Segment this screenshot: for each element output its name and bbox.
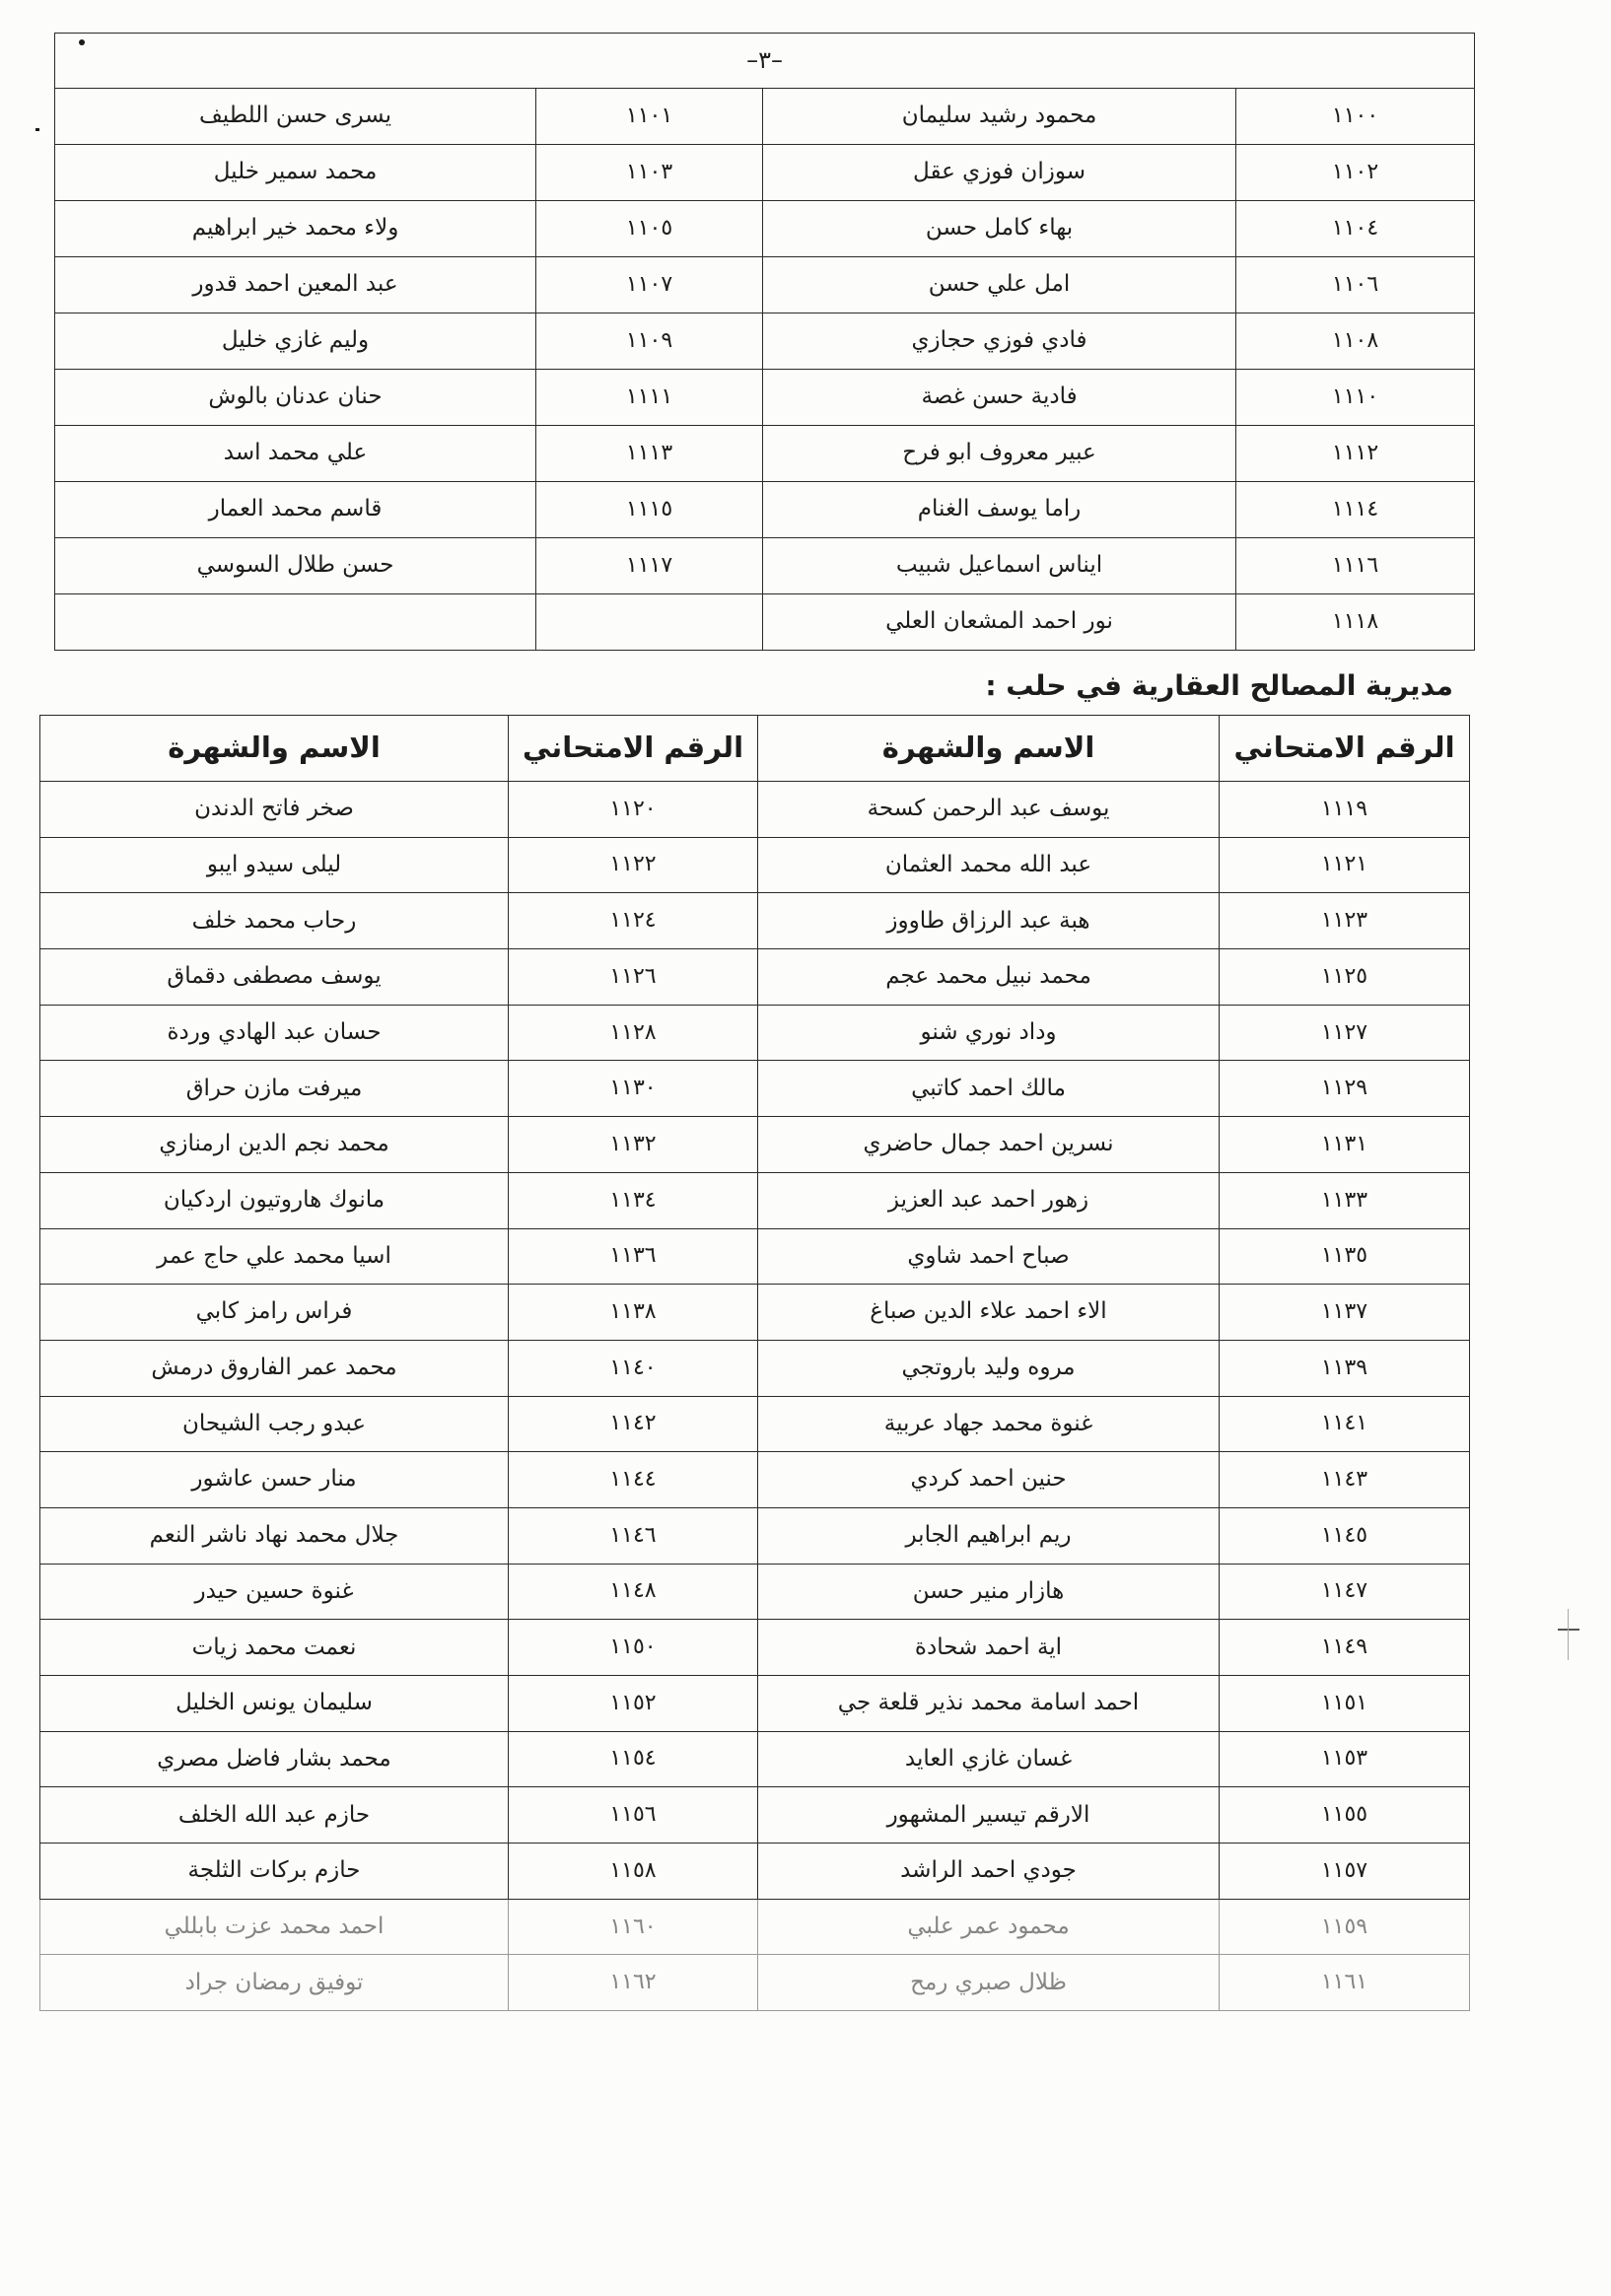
exam-number-cell: ١١١٦ [1236, 538, 1475, 594]
candidate-name-cell: احمد محمد عزت بابللي [40, 1899, 509, 1955]
candidate-name-cell: حازم بركات الثلجة [40, 1844, 509, 1900]
candidate-name-cell: هبة عبد الرزاق طاووز [758, 893, 1220, 949]
table-row [55, 594, 1475, 651]
exam-number-cell: ١١٣٦ [509, 1228, 758, 1285]
table-row [40, 949, 1470, 1006]
column-header-exam-number: الرقم الامتحاني [1220, 716, 1470, 782]
table-row [40, 1172, 1470, 1228]
column-header-name: الاسم والشهرة [40, 716, 509, 782]
candidate-name-cell: سليمان يونس الخليل [40, 1676, 509, 1732]
candidate-name-cell: ميرفت مازن حراق [40, 1061, 509, 1117]
exam-number-cell: ١١٠٥ [536, 201, 763, 257]
exam-number-cell: ١١٤٧ [1220, 1564, 1470, 1620]
table-row [40, 893, 1470, 949]
exam-number-cell: ١١٠٤ [1236, 201, 1475, 257]
exam-number-cell: ١١٠٩ [536, 313, 763, 370]
table-row [55, 313, 1475, 370]
exam-number-cell: ١١٢٠ [509, 782, 758, 838]
exam-number-cell: ١١٢٩ [1220, 1061, 1470, 1117]
table-row [40, 1844, 1470, 1900]
exam-number-cell: ١١٢٤ [509, 893, 758, 949]
candidate-name-cell: ظلال صبري رمح [758, 1955, 1220, 2011]
exam-number-cell: ١١٤٣ [1220, 1452, 1470, 1508]
exam-number-cell: ١١٢٦ [509, 949, 758, 1006]
exam-number-cell: ١١٣٧ [1220, 1285, 1470, 1341]
scan-dot [35, 128, 39, 131]
candidate-name-cell: اية احمد شحادة [758, 1620, 1220, 1676]
exam-number-cell: ١١٠٨ [1236, 313, 1475, 370]
exam-number-cell: ١١٥٤ [509, 1731, 758, 1787]
exam-number-cell: ١١٤٠ [509, 1340, 758, 1396]
exam-number-cell: ١١١٨ [1236, 594, 1475, 651]
candidate-name-cell: اسيا محمد علي حاج عمر [40, 1228, 509, 1285]
exam-number-cell: ١١٣١ [1220, 1117, 1470, 1173]
candidate-name-cell: غسان غازي العايد [758, 1731, 1220, 1787]
exam-number-cell: ١١٣٨ [509, 1285, 758, 1341]
candidate-name-cell: يسرى حسن اللطيف [55, 89, 536, 145]
exam-number-cell: ١١٥٠ [509, 1620, 758, 1676]
candidate-name-cell: هازار منير حسن [758, 1564, 1220, 1620]
exam-number-cell: ١١٢٥ [1220, 949, 1470, 1006]
table-row [55, 370, 1475, 426]
candidate-name-cell: يوسف عبد الرحمن كسحة [758, 782, 1220, 838]
exam-number-cell: ١١٠٣ [536, 145, 763, 201]
exam-number-cell: ١١١٠ [1236, 370, 1475, 426]
exam-number-cell: ١١٤٦ [509, 1507, 758, 1564]
table-row [40, 782, 1470, 838]
candidate-name-cell: حازم عبد الله الخلف [40, 1787, 509, 1844]
candidate-name-cell: ولاء محمد خير ابراهيم [55, 201, 536, 257]
table-row [40, 1396, 1470, 1452]
table-row [55, 426, 1475, 482]
candidate-name-cell: محمود عمر علبي [758, 1899, 1220, 1955]
table-row [40, 1620, 1470, 1676]
table-row [40, 1787, 1470, 1844]
candidate-name-cell: الاء احمد علاء الدين صباغ [758, 1285, 1220, 1341]
candidate-name-cell: محمد سمير خليل [55, 145, 536, 201]
candidate-name-cell: محمد نبيل محمد عجم [758, 949, 1220, 1006]
candidate-name-cell [55, 594, 536, 651]
candidate-name-cell: قاسم محمد العمار [55, 482, 536, 538]
exam-number-cell: ١١١٩ [1220, 782, 1470, 838]
exam-number-cell: ١١٣٥ [1220, 1228, 1470, 1285]
candidate-name-cell: راما يوسف الغنام [763, 482, 1236, 538]
exam-number-cell: ١١٢١ [1220, 837, 1470, 893]
exam-number-cell: ١١٥٨ [509, 1844, 758, 1900]
candidate-name-cell: جودي احمد الراشد [758, 1844, 1220, 1900]
exam-number-cell: ١١٥٧ [1220, 1844, 1470, 1900]
candidate-name-cell: حنين احمد كردي [758, 1452, 1220, 1508]
exam-number-cell: ١١٥٢ [509, 1676, 758, 1732]
exam-number-cell: ١١١٤ [1236, 482, 1475, 538]
exam-number-cell: ١١٣٩ [1220, 1340, 1470, 1396]
exam-number-cell: ١١٦٢ [509, 1955, 758, 2011]
exam-number-cell: ١١٠٢ [1236, 145, 1475, 201]
candidate-name-cell: ليلى سيدو ايبو [40, 837, 509, 893]
table-row [55, 89, 1475, 145]
section-heading: مديرية المصالح العقارية في حلب : [985, 669, 1453, 702]
candidate-name-cell: نعمت محمد زيات [40, 1620, 509, 1676]
candidate-name-cell: نور احمد المشعان العلي [763, 594, 1236, 651]
exam-number-cell: ١١٤٥ [1220, 1507, 1470, 1564]
table-row [55, 482, 1475, 538]
candidate-name-cell: احمد اسامة محمد نذير قلعة جي [758, 1676, 1220, 1732]
candidate-name-cell: حنان عدنان بالوش [55, 370, 536, 426]
candidate-name-cell: غنوة محمد جهاد عربية [758, 1396, 1220, 1452]
candidate-name-cell: غنوة حسين حيدر [40, 1564, 509, 1620]
candidate-name-cell: سوزان فوزي عقل [763, 145, 1236, 201]
candidate-name-cell: محمد بشار فاضل مصري [40, 1731, 509, 1787]
table-row [40, 1676, 1470, 1732]
table-row [55, 257, 1475, 313]
exam-number-cell: ١١٢٣ [1220, 893, 1470, 949]
exam-number-cell: ١١٠٧ [536, 257, 763, 313]
exam-number-cell: ١١٣٤ [509, 1172, 758, 1228]
candidate-name-cell: عبد الله محمد العثمان [758, 837, 1220, 893]
exam-number-cell: ١١٢٧ [1220, 1005, 1470, 1061]
candidate-name-cell: مانوك هاروتيون اردكيان [40, 1172, 509, 1228]
table-row [40, 1285, 1470, 1341]
scan-edge-mark [1558, 1629, 1579, 1631]
table-row [40, 1061, 1470, 1117]
table-row [40, 1955, 1470, 2011]
table-body [55, 89, 1475, 651]
table-row [40, 1340, 1470, 1396]
candidate-name-cell: مالك احمد كاتبي [758, 1061, 1220, 1117]
table-row [40, 837, 1470, 893]
exam-number-cell: ١١٤١ [1220, 1396, 1470, 1452]
candidate-name-cell: صخر فاتح الدندن [40, 782, 509, 838]
exam-number-cell: ١١٢٢ [509, 837, 758, 893]
table-row [55, 538, 1475, 594]
exam-number-cell: ١١٠٦ [1236, 257, 1475, 313]
table-header-row [40, 716, 1470, 782]
exam-number-cell: ١١٠٠ [1236, 89, 1475, 145]
candidate-name-cell: جلال محمد نهاد ناشر النعم [40, 1507, 509, 1564]
exam-number-cell: ١١٤٤ [509, 1452, 758, 1508]
exam-number-cell: ١١٥٩ [1220, 1899, 1470, 1955]
candidate-name-cell: عبير معروف ابو فرح [763, 426, 1236, 482]
table-row [40, 1228, 1470, 1285]
page-number-row [55, 34, 1475, 89]
exam-number-cell: ١١٦٠ [509, 1899, 758, 1955]
candidate-name-cell: فادية حسن غصة [763, 370, 1236, 426]
candidate-name-cell: محمد نجم الدين ارمنازي [40, 1117, 509, 1173]
aleppo-real-estate-candidates-table [39, 715, 1470, 2011]
scan-edge-mark [1568, 1609, 1569, 1660]
exam-number-cell: ١١٠١ [536, 89, 763, 145]
table-row [40, 1507, 1470, 1564]
exam-number-cell: ١١١١ [536, 370, 763, 426]
candidate-name-cell: فادي فوزي حجازي [763, 313, 1236, 370]
candidate-name-cell: الارقم تيسير المشهور [758, 1787, 1220, 1844]
candidate-name-cell: عبدو رجب الشيحان [40, 1396, 509, 1452]
candidate-name-cell: رحاب محمد خلف [40, 893, 509, 949]
candidate-name-cell: يوسف مصطفى دقماق [40, 949, 509, 1006]
candidate-name-cell: توفيق رمضان جراد [40, 1955, 509, 2011]
exam-number-cell [536, 594, 763, 651]
exam-number-cell: ١١١٣ [536, 426, 763, 482]
exam-number-cell: ١١٥٥ [1220, 1787, 1470, 1844]
exam-number-cell: ١١٥١ [1220, 1676, 1470, 1732]
candidate-name-cell: محمد عمر الفاروق درمش [40, 1340, 509, 1396]
exam-number-cell: ١١٥٦ [509, 1787, 758, 1844]
exam-number-cell: ١١٤٨ [509, 1564, 758, 1620]
candidate-name-cell: وداد نوري شنو [758, 1005, 1220, 1061]
candidate-name-cell: حسان عبد الهادي وردة [40, 1005, 509, 1061]
candidate-name-cell: فراس رامز كابي [40, 1285, 509, 1341]
table-row [40, 1452, 1470, 1508]
exam-number-cell: ١١١٧ [536, 538, 763, 594]
candidate-name-cell: منار حسن عاشور [40, 1452, 509, 1508]
candidate-name-cell: عبد المعين احمد قدور [55, 257, 536, 313]
candidate-name-cell: ريم ابراهيم الجابر [758, 1507, 1220, 1564]
candidate-name-cell: نسرين احمد جمال حاضري [758, 1117, 1220, 1173]
candidate-name-cell: زهور احمد عبد العزيز [758, 1172, 1220, 1228]
exam-number-cell: ١١٣٠ [509, 1061, 758, 1117]
exam-number-cell: ١١٤٢ [509, 1396, 758, 1452]
candidate-name-cell: صباح احمد شاوي [758, 1228, 1220, 1285]
candidate-name-cell: وليم غازي خليل [55, 313, 536, 370]
table-row [40, 1005, 1470, 1061]
candidate-name-cell: امل علي حسن [763, 257, 1236, 313]
table-row [55, 145, 1475, 201]
table-body [40, 782, 1470, 2011]
exam-number-cell: ١١٢٨ [509, 1005, 758, 1061]
candidate-name-cell: مروه وليد باروتجي [758, 1340, 1220, 1396]
exam-number-cell: ١١١٢ [1236, 426, 1475, 482]
table-row [40, 1564, 1470, 1620]
candidate-name-cell: بهاء كامل حسن [763, 201, 1236, 257]
column-header-exam-number: الرقم الامتحاني [509, 716, 758, 782]
table-row [40, 1899, 1470, 1955]
exam-number-cell: ١١٣٣ [1220, 1172, 1470, 1228]
candidate-name-cell: ايناس اسماعيل شبيب [763, 538, 1236, 594]
table-row [40, 1731, 1470, 1787]
table-row [40, 1117, 1470, 1173]
exam-number-cell: ١١١٥ [536, 482, 763, 538]
exam-number-cell: ١١٤٩ [1220, 1620, 1470, 1676]
exam-number-cell: ١١٣٢ [509, 1117, 758, 1173]
table-row [55, 201, 1475, 257]
candidate-name-cell: محمود رشيد سليمان [763, 89, 1236, 145]
candidates-table-continued [54, 33, 1475, 651]
exam-number-cell: ١١٦١ [1220, 1955, 1470, 2011]
candidate-name-cell: علي محمد اسد [55, 426, 536, 482]
exam-number-cell: ١١٥٣ [1220, 1731, 1470, 1787]
candidate-name-cell: حسن طلال السوسي [55, 538, 536, 594]
column-header-name: الاسم والشهرة [758, 716, 1220, 782]
page-number: –٣– [55, 34, 1475, 89]
